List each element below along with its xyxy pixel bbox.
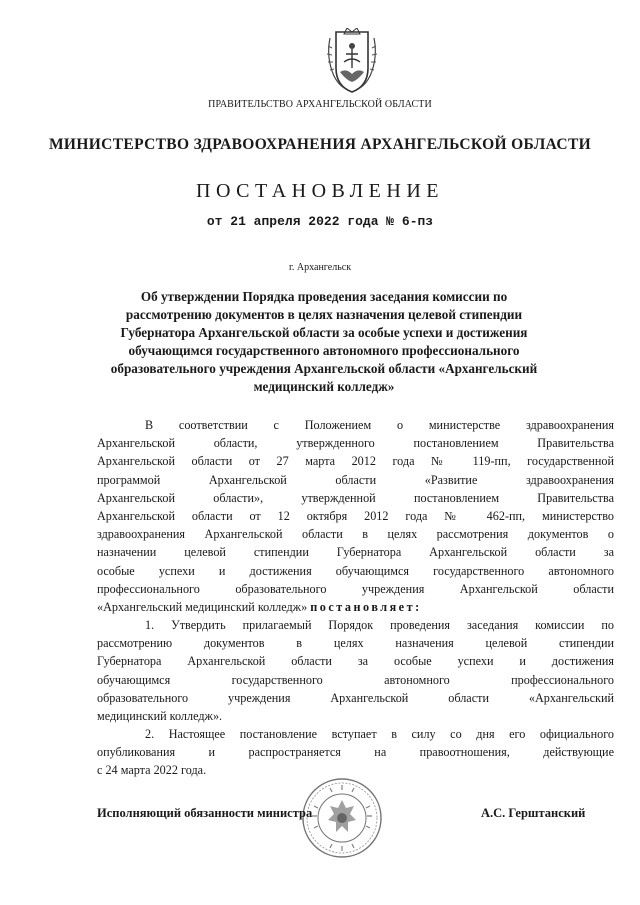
title-line: Об утверждении Порядка проведения заседания комиссии по [140, 289, 508, 304]
body-line: здравоохранения Архангельской области в целях рассмотрения документов о [97, 527, 614, 542]
body-line: Архангельской области, утвержденного постановлением Правительства [97, 436, 614, 451]
signatory-name: А.С. Герштанский [481, 806, 586, 820]
body-line: обучающимся государственного автономного профессионального [97, 672, 614, 687]
body-line: назначении целевой стипендии Губернатора Архангельской области за [97, 545, 614, 560]
title-line: образовательного учреждения Архангельской области «Архангельский [110, 361, 538, 376]
document-date-number: от 21 апреля 2022 года № 6-пз [206, 214, 434, 229]
body-line: рассмотрению документов в целях назначения целевой стипендии [97, 636, 614, 651]
body-line: Губернатора Архангельской области за особые успехи и достижения [97, 654, 614, 669]
title-line: медицинский колледж» [253, 379, 395, 394]
title-line: рассмотрению документов в целях назначения целевой стипендии [125, 307, 523, 322]
coat-of-arms-icon [322, 28, 382, 96]
body-paragraph-1 [97, 416, 614, 616]
body-line: опубликования и распространяется на правоотношения, действующие [97, 745, 614, 760]
document-city: г. Архангельск [288, 262, 352, 273]
body-line: 1. Утвердить прилагаемый Порядок проведения заседания комиссии по [145, 618, 614, 632]
body-line: 2. Настоящее постановление вступает в силу со дня его официального [145, 727, 614, 741]
body-paragraph-2 [97, 616, 614, 725]
body-line [97, 598, 614, 616]
body-line: профессионального образовательного учреждения Архангельской области [97, 581, 614, 596]
document-type: ПОСТАНОВЛЕНИЕ [196, 180, 444, 202]
document-title [96, 288, 552, 396]
body-line: медицинский колледж». [97, 709, 223, 724]
body-line: образовательного учреждения Архангельской области «Архангельский [97, 690, 614, 705]
body-line: Архангельской области от 27 марта 2012 года № 119-пп, государственной [97, 454, 614, 469]
ministry-name: МИНИСТЕРСТВО ЗДРАВООХРАНЕНИЯ АРХАНГЕЛЬСКОЙ ОБЛАСТИ [48, 136, 592, 153]
body-line: Архангельской области», утвержденной постановлением Правительства [97, 490, 614, 505]
body-paragraph-3 [97, 725, 614, 780]
body-line: особые успехи и достижения обучающимся государственного автономного [97, 563, 614, 578]
government-name: ПРАВИТЕЛЬСТВО АРХАНГЕЛЬСКОЙ ОБЛАСТИ [208, 99, 432, 110]
title-line: обучающимся государственного автономного профессионального [128, 343, 520, 358]
body-line: Архангельской области от 12 октября 2012 года № 462-пп, министерство [97, 509, 614, 524]
title-line: Губернатора Архангельской области за особые успехи и достижения [120, 325, 528, 340]
official-seal-icon [300, 776, 384, 860]
body-text: «Архангельский медицинский колледж» [97, 600, 308, 615]
decree-word: постановляет: [310, 600, 422, 615]
body-line: В соответствии с Положением о министерстве здравоохранения [145, 418, 614, 432]
signatory-position: Исполняющий обязанности министра [97, 806, 313, 820]
body-line: с 24 марта 2022 года. [97, 763, 207, 778]
body-line: программой Архангельской области «Развитие здравоохранения [97, 472, 614, 487]
